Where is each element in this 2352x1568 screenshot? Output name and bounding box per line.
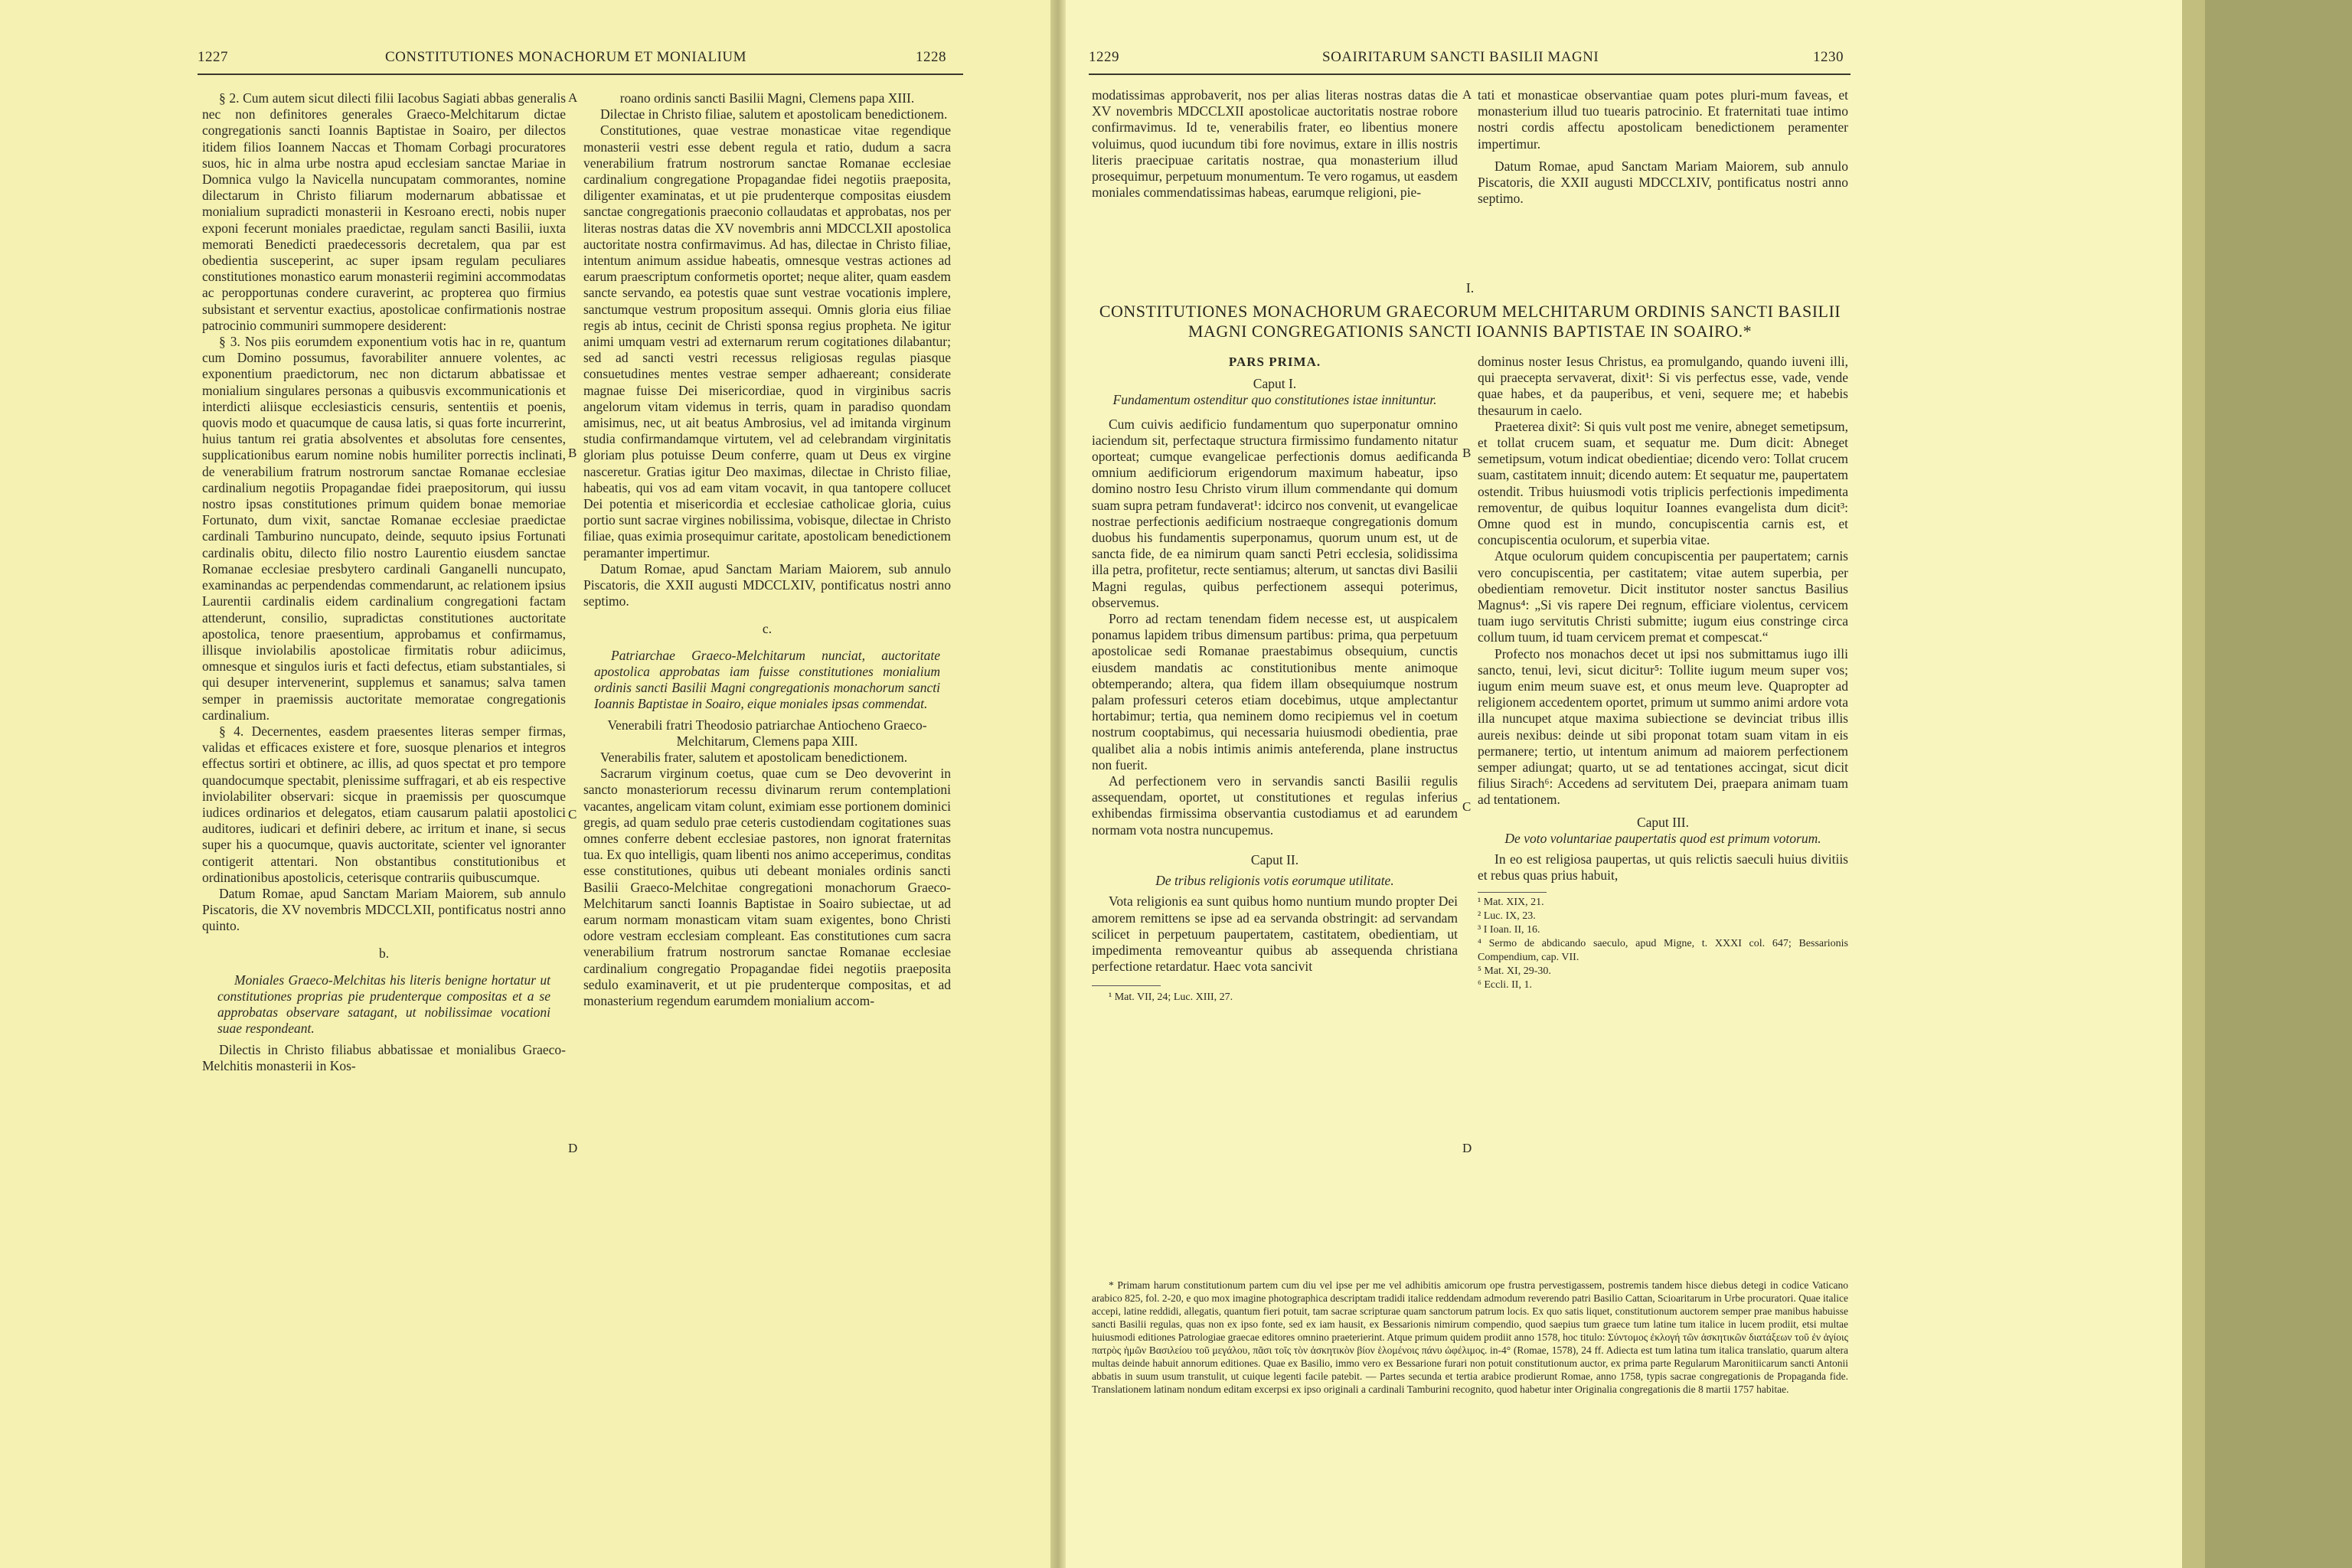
- paragraph: Dilectis in Christo filiabus abbatissae et monialibus Graeco-Melchitis monasterii in Kos-: [202, 1041, 566, 1073]
- margin-letter: B: [1462, 446, 1472, 460]
- paragraph: Cum cuivis aedificio fundamentum quo superponatur omnino iaciendum sit, perfectaque structura firmissimo fundamento nitatur oporteat; cumque evangelicae perfectionis domus aedificanda omnium aedificiorum erigendorum maximum habeatur, ipso domino nostro Iesu Christo virum illum commendante qui domum suam supra petram fundaverat¹: idcirco nos convenit, ut evangelicae nostrae perfectionis aedificium nostraeque congregationis domum duobus his fundamentis superponamus, quorum unum est, ut de sancta fide, de ea nimirum quam sancti Petri ecclesia, solidissima illa petra, profitetur, recte sentiamus; alterum, ut sanctas divi Basilii Magni regulas, quibus perfectionem assequi poterimus, observemus.: [1092, 416, 1458, 610]
- main-title: CONSTITUTIONES MONACHORUM GRAECORUM MELCHITARUM ORDINIS SANCTI BASILII MAGNI CONGREGATIONIS SANCTI IOANNIS BAPTISTAE IN SOAIRO.*: [1099, 302, 1841, 341]
- caput-title: De tribus religionis votis eorumque utilitate.: [1155, 873, 1394, 889]
- paragraph: Praeterea dixit²: Si quis vult post me venire, abneget semetipsum, et tollat crucem suam, et sequatur me. Dum dicit: Abneget semetipsum, votum indicat obedientiae; dicendo vero: Tollat crucem suam, castitatem innuit; dicendo autem: Et sequatur me, paupertatem ostendit. Tribus huiusmodi votis triplicis perfectionis impedimenta removentur, de quibus loquitur Ioannes evangelista dum dicit³: Omne quod est in mundo, concupiscentia carnis est, et concupiscentia oculorum, et superbia vitae.: [1478, 418, 1848, 548]
- section-summary: Patriarchae Graeco-Melchitarum nunciat, auctoritate apostolica approbatas iam fuisse constitutiones monialium ordinis sancti Basilii Magni congregationis monachorum sancti Ioannis Baptistae in Soairo, eique moniales ipsas commendat.: [594, 647, 940, 712]
- page-number-left: 1229: [1089, 49, 1119, 65]
- margin-letter: C: [1462, 799, 1472, 814]
- caput-heading: Caput II.: [1250, 851, 1299, 867]
- page-number-left: 1227: [198, 49, 228, 65]
- paragraph: § 4. Decernentes, easdem praesentes literas semper firmas, validas et efficaces existere et fore, suosque plenarios et integros effectus sortiri et obtinere, ac illis, ad quos spectat et pro tempore quandocumque spectabit, plenissime suffragari, et ab eis respective inviolabiliter observari: sicque in praemissis per quoscumque iudices ordinarios et delegatos, etiam causarum palatii apostolici auditores, iudicari et definiri debere, ac irritum et inane, si secus super his a quocumque, quavis auctoritate, scienter vel ignoranter contigerit attentari. Non obstantibus constitutionibus et ordinationibus apostolicis, ceterisque contrariis quibuscumque.: [202, 723, 566, 885]
- paragraph: Sacrarum virginum coetus, quae cum se Deo devoverint in sancto monasteriorum recessu divinarum rerum contemplationi vacantes, angelicam vitam colunt, eximiam esse portionem dominici gregis, ad quam sedulo prae ceteris custodiendam cogitationes suas omnes conferre debent ecclesiae pastores, non ignorat fraternitas tua. Ex quo intelligis, quam libenti nos animo acceperimus, conditas esse constitutiones, quibus uti debeant moniales ordinis sancti Basilii Graeco-Melchitae congregationi monachorum Graeco-Melchitarum sancti Ioannis Baptistae in Soairo subiectae, ut ad earum normam monasticam vitam suam exigentes, bono Christi odore vestram ecclesiam compleant. Eas constitutiones cum sacra venerabilium fratrum nostrorum sanctae Romanae ecclesiae cardinalium congregatio Propagandae fidei negotiis praeposita sedulo examinaverit, et ut pie prudenterque compositas, et ad monasterium regendum earumdem monialium accom-: [583, 766, 951, 1008]
- column-left: [202, 90, 566, 1074]
- section-summary: Moniales Graeco-Melchitas his literis benigne hortatur ut constitutiones proprias pie prudenterque compositas et a se approbatas observare satagant, ut nobilissimae vocationi suae respondeant.: [217, 972, 550, 1037]
- margin-letter: C: [568, 807, 577, 822]
- paragraph: Datum Romae, apud Sanctam Mariam Maiorem, sub annulo Piscatoris, die XV novembris MDCCLXII, pontificatus nostri anno quinto.: [202, 885, 566, 934]
- paragraph: Profecto nos monachos decet ut ipsi nos submittamus iugo illi sancto, tenui, levi, sicut dicitur⁵: Tollite iugum meum super vos; iugum enim meum suave est, et onus meum leve. Quapropter ad religionem accedentem oportet, primum ut summo animi ardore vota illa nuncupet atque maxima subiectione se devinciat tribus illis aureis nexibus: deinde ut sibi proponat totam suam vitam in eis permanere; tertio, ut intentum animum ad maiorem perfectionem semper adiungat; quarto, ut se ad tentationes accingat, sicut dicit filius Sirach⁶: Accedens ad servitutem Dei, praepara animam tuam ad tentationem.: [1478, 645, 1848, 808]
- paragraph: Constitutiones, quae vestrae monasticae vitae regendique monasterii vestri esse debent regula et ratio, dudum a sacra venerabilium fratrum nostrorum sanctae Romanae ecclesiae cardinalium congregatione Propagandae fidei negotiis praeposita, diligenter examinatas, et ut pie prudenterque compositas eiusdem sanctae congregationis praeconio collaudatas et approbatas, nos per literas nostras datas die XV novembris anni MDCCLXII apostolica auctoritate nostra confirmavimus. Ad has, dilectae in Christo filiae, intentum animum assidue habeatis, omnesque vestras actiones ad earum praescriptum conformetis oportet; neque aliter, quam easdem sancte servando, ea potestis quae sunt vestrae vocationis implere, sanctumque vestrum propositum assequi. Omnis gloria eius filiae regis ab intus, cecinit de Christi sponsa regius propheta. Ne igitur animi umquam vestri ad externarum rerum cogitationes dilabantur; sed ad sancti vestri recessus religiosas regulas piasque consuetudines mentes vestrae semper adhaereant; considerate magnae fuisse Dei misericordiae, quod in virginibus sacris angelorum vitam videmus in terris, quam in paradiso quondam amisimus, nec, ut ait beatus Ambrosius, vel ad imitanda virginum studia confirmandamque virtutem, vel ad celebrandam virginitatis gloriam plus potuisse Deum conferre, quam ut Deus ex virgine nasceretur. Gratias igitur Deo maximas, dilectae in Christo filiae, habeatis, qui vos ad eam vitam vocavit, in qua tantopere collucet Dei potentia et misericordia et ecclesiae catholicae gloria, cuius portio sunt sacrae virgines nobilissima, vobisque, dilectae in Christo filiae, quas eximia prosequimur caritate, apostolicam benedictionem peramanter impertimur.: [583, 122, 951, 560]
- column-right: [1478, 354, 1848, 992]
- left-page: [0, 0, 1050, 1568]
- caput-title: Fundamentum ostenditur quo constitutiones istae innituntur.: [1112, 392, 1437, 408]
- margin-letter: B: [568, 446, 577, 460]
- pars-heading: PARS PRIMA.: [1228, 354, 1321, 369]
- footnote: ¹ Mat. XIX, 21.: [1478, 896, 1544, 908]
- address-line: Venerabili fratri Theodosio patriarchae Antiocheno Graeco-Melchitarum, Clemens papa XIII.: [607, 717, 927, 749]
- paragraph: Venerabilis frater, salutem et apostolicam benedictionem.: [600, 749, 908, 765]
- paragraph: dominus noster Iesus Christus, ea promulgando, quando iuveni illi, qui praecepta servaverat, dixit¹: Si vis perfectus esse, vade, vende quae habes, et da pauperibus, et veni, sequere me; et habebis thesaurum in caelo.: [1478, 354, 1848, 418]
- right-page: [1066, 0, 2182, 1568]
- footnote: ³ I Ioan. II, 16.: [1478, 923, 1540, 936]
- paragraph: Dilectae in Christo filiae, salutem et apostolicam benedictionem.: [600, 106, 948, 122]
- page-number-right: 1230: [1813, 49, 1844, 65]
- section-letter: c.: [762, 620, 773, 636]
- paragraph: Vota religionis ea sunt quibus homo nuntium mundo propter Dei amorem remittens se ipse ad ea servanda obstringit: ad servandam scilicet in perpetuum paupertatem, castitatem, obedientiam, ut impedimenta removeantur quibus ab assequenda christiana perfectione retardatur. Haec vota sancivit: [1092, 893, 1458, 975]
- paragraph: Datum Romae, apud Sanctam Mariam Maiorem, sub annulo Piscatoris, die XXII augusti MDCCLXIV, pontificatus nostri anno septimo.: [1478, 158, 1848, 207]
- section-number: I.: [1465, 280, 1475, 296]
- header-title: CONSTITUTIONES MONACHORUM ET MONIALIUM: [385, 49, 747, 65]
- paragraph: modatissimas approbaverit, nos per alias literas nostras datas die XV novembris MDCCLXII apostolicae auctoritatis nostrae robore confirmavimus. Id te, venerabilis frater, eo libentius monere voluimus, quod iucundum tibi fore novimus, extare in illis nostris literis praecipuae caritatis nostrae, qua monasterium illud prosequimur, perpetuum monumentum. Te vero rogamus, ut easdem moniales commendatissimas habeas, earumque religioni, pie-: [1092, 87, 1458, 201]
- footnote: ⁵ Mat. XI, 29-30.: [1478, 965, 1551, 977]
- header-rule: [1089, 74, 1851, 75]
- paragraph: Atque oculorum quidem concupiscentia per paupertatem; carnis vero concupiscentia, per castitatem; vitae autem superbia, per obedientiam removetur. Dicit institutor noster sanctus Basilius Magnus⁴: „Si vis rapere Dei regnum, efficiare violentus, cervicem tuam iugo servitutis Christi submitte; iugum eius constringe circa collum tuum, id tuam cervicem premat et compescat.“: [1478, 548, 1848, 645]
- paragraph: Ad perfectionem vero in servandis sancti Basilii regulis assequendam, oportet, ut constitutiones et regulas inferius exhibendas firmissima observantia custodiamus et ad earundem normam vota nostra nuncupemus.: [1092, 773, 1458, 838]
- margin-letter: D: [568, 1141, 578, 1155]
- caput-title: De voto voluntariae paupertatis quod est primum votorum.: [1504, 830, 1821, 846]
- header-rule: [198, 74, 963, 75]
- scan-background: [2205, 0, 2352, 1568]
- book-gutter: [1050, 0, 1066, 1568]
- column-top-left: [1092, 87, 1458, 201]
- paragraph: Porro ad rectam tenendam fidem necesse est, ut auspicalem ponamus lapidem tribus dimensum partibus: prima, qua perpetuum apostolicae sedi Romanae praestabimus obsequium, cunctis eiusdem mandatis ac constitutionibus mente animoque obtemperando; altera, qua fidem illam obsequiumque nostrum palam professuri ceteros etiam docebimus, utque amplectantur hortabimur; tertia, qua neminem domo recipiemus vel in coetum nostrum cooptabimus, qui necessaria huiusmodi obedientia, prae qualibet alia a nobis intimis animis anteferenda, plane instructus non fuerit.: [1092, 611, 1458, 773]
- footnote: ¹ Mat. VII, 24; Luc. XIII, 27.: [1109, 991, 1233, 1004]
- paragraph: roano ordinis sancti Basilii Magni, Clemens papa XIII.: [619, 90, 915, 106]
- margin-letter: A: [568, 90, 578, 105]
- paragraph: Datum Romae, apud Sanctam Mariam Maiorem, sub annulo Piscatoris, die XXII augusti MDCCLXIV, pontificatus nostri anno septimo.: [583, 560, 951, 609]
- column-right: [583, 90, 951, 1009]
- caput-heading: Caput I.: [1253, 376, 1297, 392]
- long-footnote-block: [1092, 1279, 1848, 1396]
- page-number-right: 1228: [916, 49, 946, 65]
- margin-letter: A: [1462, 87, 1472, 102]
- long-footnote: * Primam harum constitutionum partem cum diu vel ipse per me vel adhibitis amicorum ope frustra pervestigassem, postremis tandem hisce diebus detegi in codice Vaticano arabico 825, fol. 2-20, e quo mox imagine photographica descriptam tradidi italice reddendam admodum reverendo patri Basilio Cattan, Scioaritarum in Urbe procuratori. Quae italice accepi, latine reddidi, allegatis, quantum fieri potuit, tam sacrae scripturae quam sanctorum patrum locis. Ex quo satis liquet, constitutionum auctorem semper prae manibus habuisse sancti Basilii regulas, quas non ex ipso fonte, sed ex iam hausit, ex Bessarionis nimirum compendio, quod saepius tum graece tum latine tum italice in lucem prodiit, etsi multae huiusmodi editiones Patrologiae graecae editores omnino praeterierint. Atque primum quidem prodiit anno 1578, hoc titulo: Σύντομος ἐκλογή τῶν ἀσκητικῶν διατάξεων τοῦ ἐν ἁγίοις πατρὸς ἡμῶν Βασιλείου τοῦ μεγάλου, πᾶσι τοῖς τὸν ἀσκητικὸν βίον ἑλομένοις πάνυ ὠφέλιμος. in-4° (Romae, 1578), 24 ff. Adiecta est tum latina tum italica translatio, quarum altera multas deinde habuit annorum editiones. Quae ex Basilio, immo vero ex Bessarione furari non potuit constitutionum auctor, ex prima parte Regularum Maronitiicarum sancti Antonii abbatis in suum usum transtulit, ut cuique legenti facile patebit. — Partes secunda et tertia arabice prodierunt Romae, anno 1758, typis sacrae congregationis de Propaganda fide. Translationem latinam nondum editam excerpsi ex ipso originali a cardinali Tamburini recognito, quod habetur inter Originalia congregationis die 8 martii 1757 habitae.: [1092, 1279, 1848, 1395]
- paragraph: § 2. Cum autem sicut dilecti filii Iacobus Sagiati abbas generalis nec non definitores generales Graeco-Melchitarum dictae congregationis sancti Ioannis Baptistae in Soairo, per dilectos itidem filios Ioannem Naccas et Thomam Corbagi procuratores suos, hic in alma urbe nostra apud ecclesiam sanctae Mariae in Domnica vulgo la Navicella nuncupatam commorantes, nomine dilectarum in Christo filiarum modernarum abbatissae et monialium supradicti monasterii in Kesroano erecti, nobis nuper exponi fecerunt moniales praedictae, regulam sancti Basilii, iuxta memorati Benedicti praedecessoris decretalem, qua par est obedientia susceperint, ac super ipsam regulam peculiares constitutiones monastico earum monasterii regimini accommodatas ac peropportunas condere curaverint, ac propterea quo firmius subsistant et serventur exactius, apostolicae confirmationis nostrae patrocinio communiri summopere desiderent:: [202, 90, 566, 333]
- margin-letter: D: [1462, 1141, 1472, 1155]
- column-top-right: [1478, 87, 1848, 207]
- header-title: SOAIRITARUM SANCTI BASILII MAGNI: [1322, 49, 1599, 65]
- column-left: [1092, 354, 1458, 1004]
- caput-heading: Caput III.: [1636, 814, 1690, 830]
- footnote: ² Luc. IX, 23.: [1478, 910, 1536, 922]
- paragraph: tati et monasticae observantiae quam potes pluri-mum faveas, et monasterium illud tuo tuearis patrocinio. Et fraternitati tuae intimo nostri cordis affectu apostolicam benedictionem peramenter impertimur.: [1478, 87, 1848, 152]
- footnote: ⁶ Eccli. II, 1.: [1478, 978, 1532, 991]
- paragraph: § 3. Nos piis eorumdem exponentium votis hac in re, quantum cum Domino possumus, favorabiliter annuere volentes, ac exponentium praedictorum, nec non dictarum abbatissae et monialium singulares personas a quibusvis excommunicationis et interdicti aliisque ecclesiasticis censuris, sententiis et poenis, quovis modo et quacumque de causa latis, si quas forte incurrerint, huius tantum rei gratia absolventes et absolutas fore censentes, supplicationibus earum nomine nobis humiliter porrectis inclinati, de venerabilium fratrum nostrorum sanctae Romanae ecclesiae cardinalium negotiis Propagandae fidei praepositorum, qui iussu nostro ipsas constitutiones primum quidem bonae memoriae Fortunato, dum vixit, sanctae Romanae ecclesiae praedictae cardinali Tamburino nuncupato, deinde, sequuto ipsius Fortunati cardinalis obitu, dilecto filio nostro Laurentio eiusdem sanctae Romanae ecclesiae presbytero cardinali Ganganelli nuncupato, examinandas ac perpendendas commendarunt, ac relationem ipsius Laurentii cardinalis eidem cardinalium congregationi factam attenderunt, consilio, supradictas constitutiones auctoritate apostolica, tenore praesentium, approbamus et confirmamus, illisque inviolabilis apostolicae firmitatis robur adiicimus, omnesque et singulos iuris et facti defectus, etiam substantiales, si qui desuper intervenerint, supplemus et sanamus; salva tamen semper in praemissis auctoritate memoratae congregationis cardinalium.: [202, 334, 566, 723]
- section-letter: b.: [378, 945, 390, 961]
- footnote: ⁴ Sermo de abdicando saeculo, apud Migne, t. XXXI col. 647; Bessarionis Compendium, cap. VII.: [1478, 937, 1848, 963]
- paragraph: In eo est religiosa paupertas, ut quis relictis saeculi huius divitiis et rebus quas prius habuit,: [1478, 851, 1848, 884]
